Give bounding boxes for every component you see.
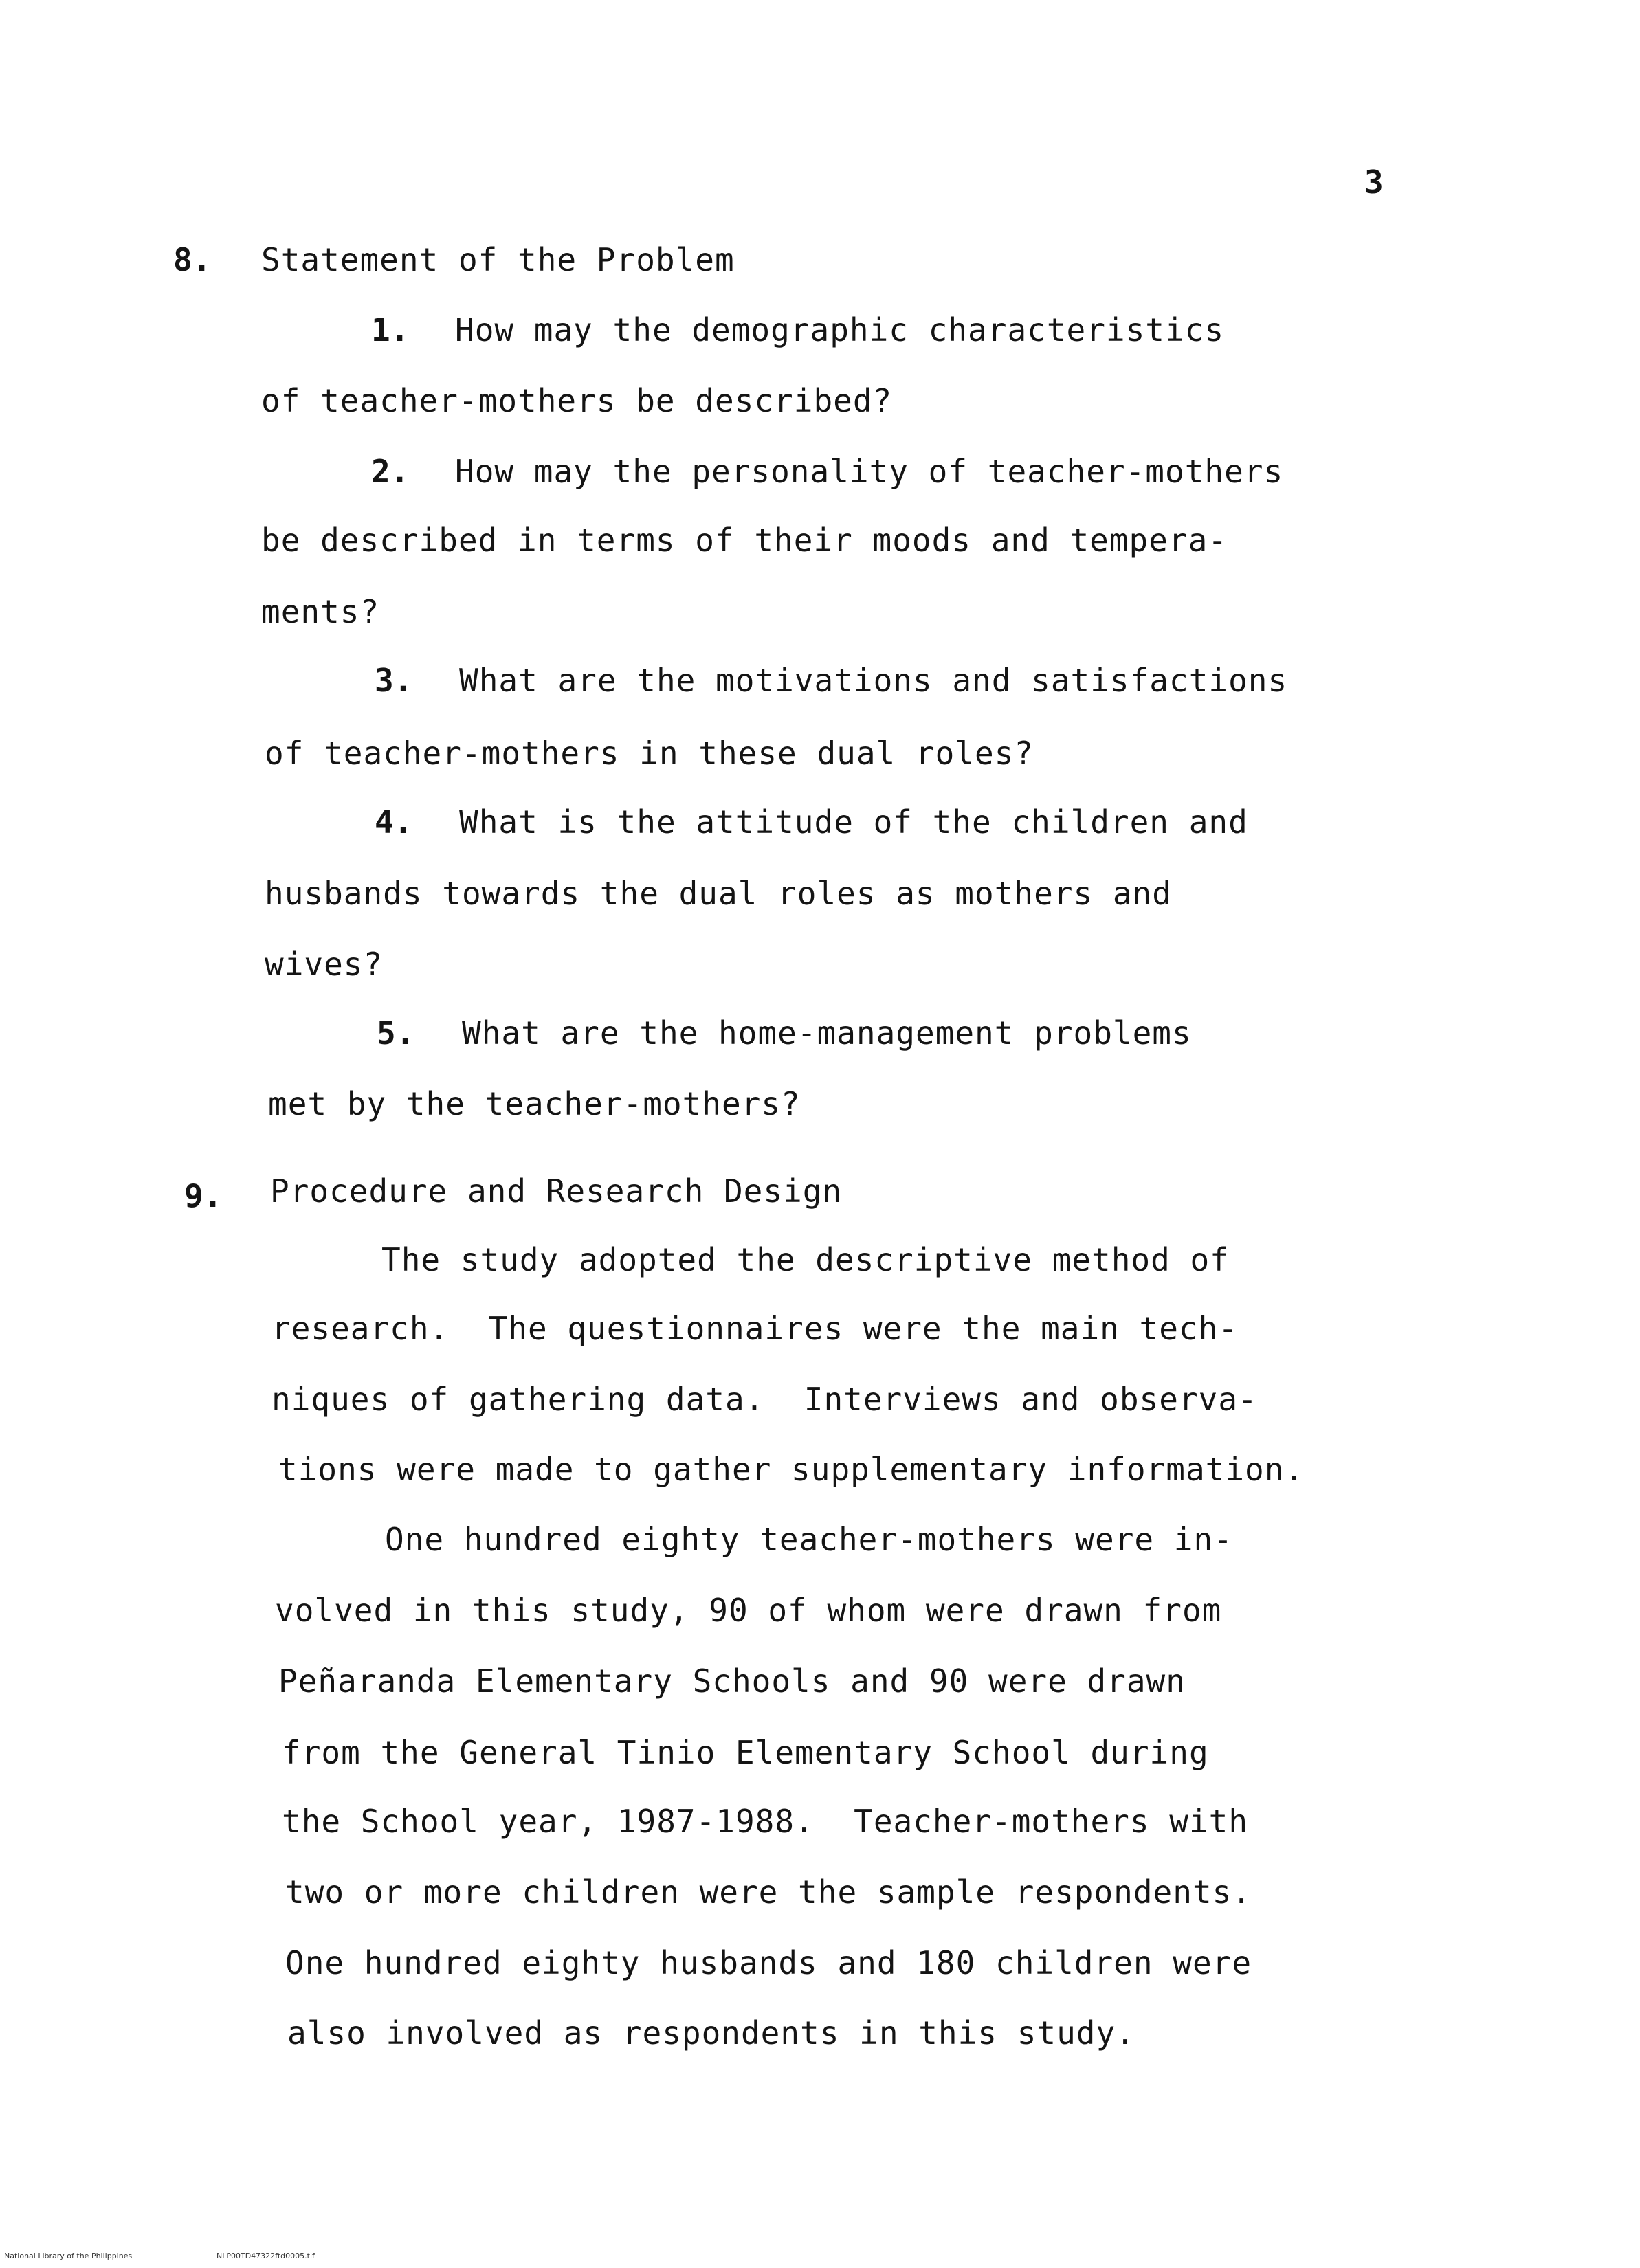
item-5-number: 5. [377, 1014, 415, 1052]
paragraph-2-line-8: also involved as respondents in this study. [287, 2014, 1135, 2052]
paragraph-1-line-4: tions were made to gather supplementary information. [278, 1451, 1305, 1488]
item-4-number: 4. [375, 803, 413, 841]
item-1-number: 1. [371, 311, 410, 348]
section-9-number: 9. [184, 1177, 223, 1214]
item-2-line-3: ments? [261, 593, 380, 630]
footer-library: National Library of the Philippines [4, 2252, 133, 2260]
item-2-number: 2. [371, 453, 410, 490]
item-1-line-2: of teacher-mothers be described? [261, 382, 893, 419]
item-3-line-2: of teacher-mothers in these dual roles? [265, 735, 1034, 772]
paragraph-2-line-1: One hundred eighty teacher-mothers were in- [385, 1521, 1233, 1558]
section-9-heading: Procedure and Research Design [270, 1172, 843, 1210]
paragraph-2-line-7: One hundred eighty husbands and 180 children were [285, 1944, 1252, 1981]
item-5-line-2: met by the teacher-mothers? [268, 1085, 801, 1122]
item-3-number: 3. [375, 662, 413, 699]
paragraph-2-line-2: volved in this study, 90 of whom were drawn from [275, 1592, 1222, 1629]
item-5-line-1: What are the home-management problems [462, 1014, 1192, 1052]
paragraph-1-line-3: niques of gathering data. Interviews and observa- [272, 1381, 1258, 1418]
footer-file-id: NLP00TD47322ftd0005.tif [217, 2252, 315, 2260]
item-2-line-1: How may the personality of teacher-mothers [455, 453, 1284, 490]
paragraph-1-line-2: research. The questionnaires were the main tech- [272, 1310, 1239, 1347]
item-4-line-2: husbands towards the dual roles as mothers and [265, 875, 1172, 912]
paragraph-1-line-1: The study adopted the descriptive method of [381, 1241, 1230, 1278]
item-3-line-1: What are the motivations and satisfactions [459, 662, 1288, 699]
section-8-heading: Statement of the Problem [261, 241, 735, 278]
item-1-line-1: How may the demographic characteristics [455, 311, 1225, 348]
item-4-line-1: What is the attitude of the children and [459, 803, 1248, 841]
section-8-number: 8. [173, 241, 212, 278]
paragraph-2-line-4: from the General Tinio Elementary School during [282, 1734, 1209, 1771]
paragraph-2-line-3: Peñaranda Elementary Schools and 90 were drawn [278, 1663, 1186, 1700]
paragraph-2-line-6: two or more children were the sample respondents. [285, 1874, 1252, 1911]
item-2-line-2: be described in terms of their moods and tempera- [261, 522, 1228, 559]
paragraph-2-line-5: the School year, 1987-1988. Teacher-mothers with [282, 1803, 1249, 1840]
page-number: 3 [1364, 164, 1384, 201]
item-4-line-3: wives? [265, 946, 384, 983]
